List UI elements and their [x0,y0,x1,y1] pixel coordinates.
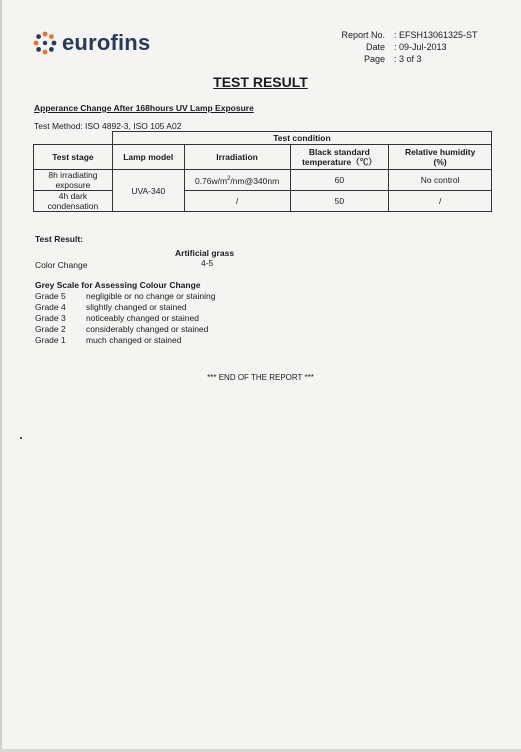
grey-scale-title: Grey Scale for Assessing Colour Change [35,280,201,290]
table-corner-cell [34,132,113,145]
list-item [35,335,215,346]
humidity-cell: / [389,191,492,212]
table-group-header: Test condition [112,132,491,145]
irradiation-suffix: /nm@340nm [230,175,280,186]
page-title: TEST RESULT [213,74,308,90]
temperature-cell: 60 [290,170,389,191]
report-date-row [337,41,478,53]
irradiation-sup: 2 [227,176,231,183]
lamp-model-cell: UVA-340 [112,170,184,212]
test-condition-table [33,131,492,212]
end-of-report: *** END OF THE REPORT *** [207,373,314,382]
header-lamp-model: Lamp model [112,145,184,170]
header-bst-line1: Black standard [308,147,370,157]
report-date-value: : 09-Jul-2013 [394,42,447,52]
table-row [34,170,492,191]
header-test-stage: Test stage [34,145,113,170]
report-no-value: : EFSH13061325-ST [394,30,478,40]
grade-label: Grade 1 [35,335,66,345]
header-rh-line1: Relative humidity [404,147,476,157]
report-no-row [337,29,478,41]
list-item [35,313,215,324]
header-black-standard-temperature [290,145,389,170]
list-item [35,324,215,335]
irradiation-cell [184,170,290,191]
grade-label: Grade 4 [35,302,66,312]
test-method: Test Method: ISO 4892-3, ISO 105 A02 [34,121,182,131]
result-column-header: Artificial grass [175,248,235,258]
report-page-label: Page [363,54,385,64]
humidity-cell: No control [389,170,492,191]
header-rh-line2: (%) [433,157,447,167]
color-change-label: Color Change [35,260,88,270]
irradiation-prefix: 0.76w/m [194,175,228,186]
grade-description: slightly changed or stained [86,302,187,312]
report-page-row [337,53,478,65]
grey-scale-list [35,291,215,346]
stage-line1: 8h irradiating [48,170,98,180]
grade-description: considerably changed or stained [86,324,209,334]
stage-line2: condensation [47,201,99,211]
grade-description: noticeably changed or stained [86,313,199,323]
grade-label: Grade 2 [35,324,66,334]
eurofins-dots-icon [33,31,57,55]
grade-description: negligible or no change or staining [86,291,216,301]
stage-line1: 4h dark [58,191,88,201]
list-item [35,302,215,313]
brand-name: eurofins [62,30,151,55]
report-date-label: Date [365,42,385,52]
color-change-value: 4-5 [201,258,214,268]
header-relative-humidity [389,145,492,170]
table-row [34,191,492,212]
irradiation-cell: / [184,191,290,212]
stage-cell [34,191,113,212]
header-bst-line2: temperature（℃） [302,157,377,167]
test-result-label: Test Result: [35,234,84,244]
report-no-label: Report No. [341,30,385,40]
grade-description: much changed or stained [86,335,182,345]
eurofins-logo [33,30,150,56]
stage-line2: exposure [55,180,91,190]
temperature-cell: 50 [290,191,389,212]
header-irradiation: Irradiation [184,145,290,170]
list-item [35,291,215,302]
grade-label: Grade 3 [35,313,66,323]
scan-speck [20,437,22,439]
section-title: Apperance Change After 168hours UV Lamp Exposure [34,103,254,113]
grade-label: Grade 5 [35,291,66,301]
stage-cell [34,170,113,191]
report-meta [337,29,478,65]
report-page-value: : 3 of 3 [394,54,422,64]
